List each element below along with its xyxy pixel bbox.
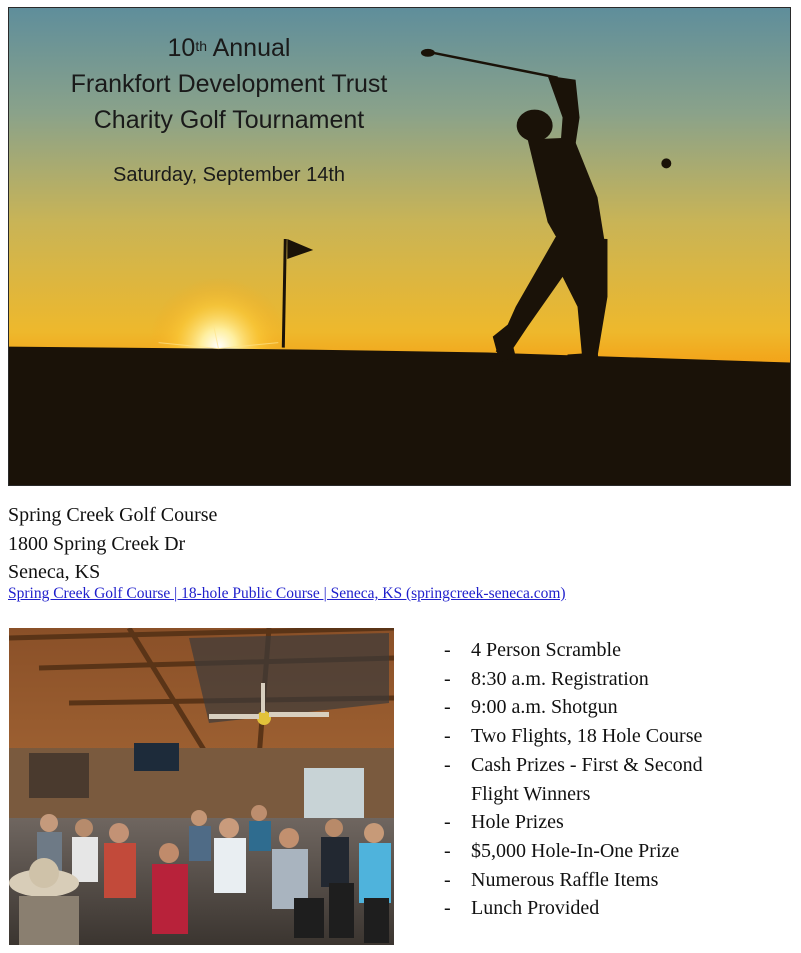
- list-item-text: Cash Prizes - First & Second: [471, 753, 703, 776]
- event-date: Saturday, September 14th: [113, 164, 345, 186]
- list-item-text: Numerous Raffle Items: [471, 868, 659, 891]
- bullet-dash: -: [444, 639, 451, 661]
- venue-city: Seneca, KS: [8, 561, 101, 583]
- venue-website-link[interactable]: Spring Creek Golf Course | 18-hole Public Course | Seneca, KS (springcreek-seneca.com): [8, 585, 566, 602]
- list-item-text: Lunch Provided: [471, 897, 600, 920]
- list-item: [444, 837, 703, 866]
- list-item: [444, 751, 703, 780]
- list-item: [444, 808, 703, 837]
- bullet-dash: -: [444, 811, 451, 834]
- bullet-dash: -: [444, 839, 451, 862]
- list-item-text: 9:00 a.m. Shotgun: [471, 696, 618, 719]
- title-line-1: [29, 30, 429, 66]
- list-item-continuation: [444, 780, 703, 809]
- title-ordinal-suffix: th: [195, 38, 208, 54]
- list-item-text: Flight Winners: [471, 782, 591, 805]
- list-item: [444, 636, 703, 665]
- list-item: [444, 693, 703, 722]
- list-item-text: 4 Person Scramble: [471, 639, 621, 661]
- title-number: 10: [167, 34, 196, 62]
- list-item-text: $5,000 Hole-In-One Prize: [471, 839, 680, 862]
- venue-name: Spring Creek Golf Course: [8, 504, 218, 526]
- title-line-2: Frankfort Development Trust: [70, 70, 388, 98]
- venue-address: 1800 Spring Creek Dr: [8, 532, 186, 555]
- list-item-text: 8:30 a.m. Registration: [471, 667, 649, 690]
- bullet-dash: -: [444, 868, 451, 891]
- bullet-dash: -: [444, 753, 451, 776]
- list-item: [444, 722, 703, 751]
- bullet-dash: -: [444, 667, 451, 690]
- clubhouse-photo: [9, 628, 394, 945]
- clubhouse-crowd-image: [9, 628, 394, 945]
- list-item-text: Two Flights, 18 Hole Course: [471, 725, 703, 748]
- bullet-dash: -: [444, 897, 451, 920]
- tournament-title: [29, 30, 429, 138]
- title-annual: Annual: [207, 34, 291, 62]
- list-item: [444, 866, 703, 895]
- list-item: [444, 894, 703, 923]
- title-line-3: Charity Golf Tournament: [93, 106, 365, 134]
- tournament-details-list: [444, 636, 703, 923]
- list-item: [444, 665, 703, 694]
- hero-banner: [8, 7, 791, 486]
- venue-info: [8, 501, 217, 587]
- bullet-dash: -: [444, 696, 451, 719]
- list-item-text: Hole Prizes: [471, 811, 564, 834]
- bullet-dash: -: [444, 725, 451, 748]
